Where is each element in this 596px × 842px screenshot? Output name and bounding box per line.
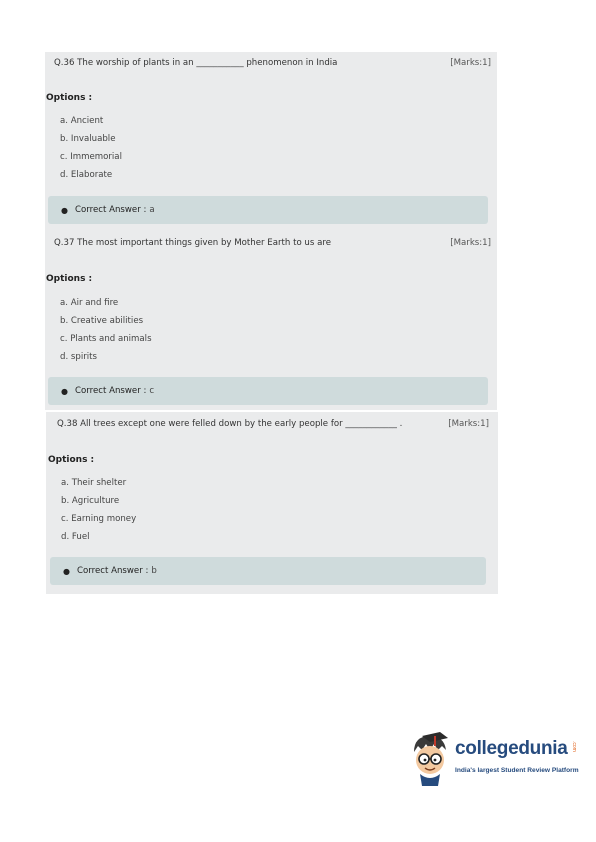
correct-answer-label: Correct Answer : (74, 386, 147, 396)
marks-label: [Marks:1] (450, 58, 491, 68)
logo-tagline: India's largest Student Review Platform (455, 767, 579, 774)
bullet-icon: ● (63, 566, 70, 576)
correct-answer-box (48, 377, 488, 405)
marks-label: [Marks:1] (450, 238, 491, 248)
question-text: Q.36 The worship of plants in an ___________ phenomenon in India (54, 58, 338, 68)
option-b: b. Creative abilities (60, 316, 144, 326)
question-block-36 (45, 52, 497, 228)
options-label: Options : (46, 274, 93, 284)
option-b: b. Agriculture (61, 496, 120, 506)
option-d: d. Fuel (61, 532, 90, 542)
option-d: d. spirits (60, 352, 98, 362)
correct-answer-value: a (149, 205, 155, 215)
option-c: c. Immemorial (60, 152, 122, 162)
option-b: b. Invaluable (60, 134, 116, 144)
correct-answer-value: c (149, 386, 155, 396)
correct-answer-value: b (151, 566, 157, 576)
options-label: Options : (48, 455, 95, 465)
question-block-38 (46, 412, 498, 594)
option-a: a. Air and fire (60, 298, 119, 308)
option-d: d. Elaborate (60, 170, 113, 180)
options-label: Options : (46, 93, 93, 103)
collegedunia-logo (408, 730, 583, 788)
logo-dotcom: .com (571, 741, 577, 752)
option-c: c. Earning money (61, 514, 137, 524)
correct-answer-label: Correct Answer : (74, 205, 147, 215)
bullet-icon: ● (61, 386, 68, 396)
question-header (54, 58, 491, 68)
correct-answer-box (50, 557, 486, 585)
option-a: a. Their shelter (61, 478, 127, 488)
logo-wordmark: collegedunia (455, 738, 568, 759)
question-header (57, 419, 489, 429)
option-c: c. Plants and animals (60, 334, 152, 344)
question-text: Q.37 The most important things given by Mother Earth to us are (54, 238, 331, 248)
question-block-37 (45, 228, 497, 410)
question-header (54, 238, 491, 248)
correct-answer-label: Correct Answer : (76, 566, 149, 576)
bullet-icon: ● (61, 205, 68, 215)
correct-answer-box (48, 196, 488, 224)
marks-label: [Marks:1] (448, 419, 489, 429)
student-mascot-icon (408, 730, 452, 788)
question-text: Q.38 All trees except one were felled down by the early people for ____________ . (57, 419, 403, 429)
option-a: a. Ancient (60, 116, 104, 126)
